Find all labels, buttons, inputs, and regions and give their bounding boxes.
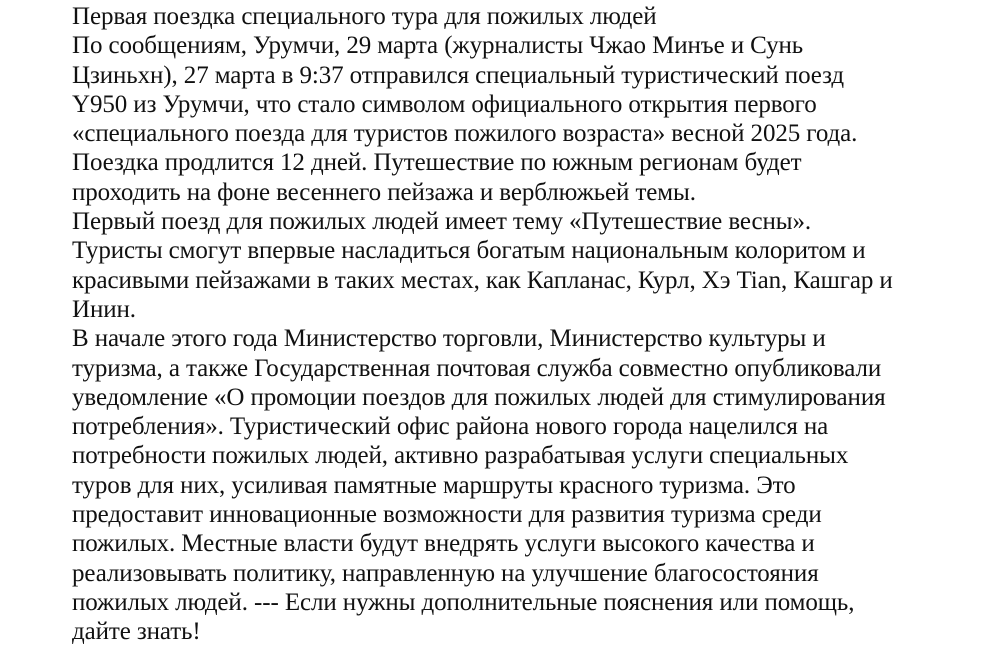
text-line: дайте знать! (72, 618, 201, 646)
text-line: Цзиньхн), 27 марта в 9:37 отправился специальный туристический поезд (72, 61, 845, 89)
text-line: Туристы смогут впервые насладиться богатым национальным колоритом и (72, 237, 866, 265)
document-body (72, 2, 992, 647)
text-line: В начале этого года Министерство торговли, Министерство культуры и (72, 325, 826, 353)
text-line: «специального поезда для туристов пожилого возраста» весной 2025 года. (72, 120, 858, 148)
document-title: Первая поездка специального тура для пожилых людей (72, 3, 657, 30)
text-line: проходить на фоне весеннего пейзажа и верблюжьей темы. (72, 178, 696, 206)
text-line: Первый поезд для пожилых людей имеет тему «Путешествие весны». (72, 208, 812, 236)
text-line: По сообщениям, Урумчи, 29 марта (журналисты Чжао Минъе и Сунь (72, 32, 804, 60)
text-line: предоставит инновационные возможности для развития туризма среди (72, 501, 822, 529)
text-line: Поездка продлится 12 дней. Путешествие по южным регионам будет (72, 149, 802, 177)
text-line: пожилых людей. --- Если нужны дополнительные пояснения или помощь, (72, 588, 855, 616)
text-line: туризма, а также Государственная почтовая служба совместно опубликовали (72, 354, 882, 382)
text-line: реализовывать политику, направленную на улучшение благосостояния (72, 559, 819, 587)
text-line: красивыми пейзажами в таких местах, как Капланас, Курл, Хэ Tian, Кашгар и (72, 266, 893, 294)
text-line: потребности пожилых людей, активно разрабатывая услуги специальных (72, 442, 849, 470)
text-line: уведомление «О промоции поездов для пожилых людей для стимулирования (72, 383, 886, 411)
text-line: туров для них, усиливая памятные маршруты красного туризма. Это (72, 471, 796, 499)
text-line: Y950 из Урумчи, что стало символом официального открытия первого (72, 90, 817, 118)
text-line: Инин. (72, 295, 136, 323)
text-line: пожилых. Местные власти будут внедрять услуги высокого качества и (72, 530, 815, 558)
text-line: потребления». Туристический офис района нового города нацелился на (72, 413, 829, 441)
